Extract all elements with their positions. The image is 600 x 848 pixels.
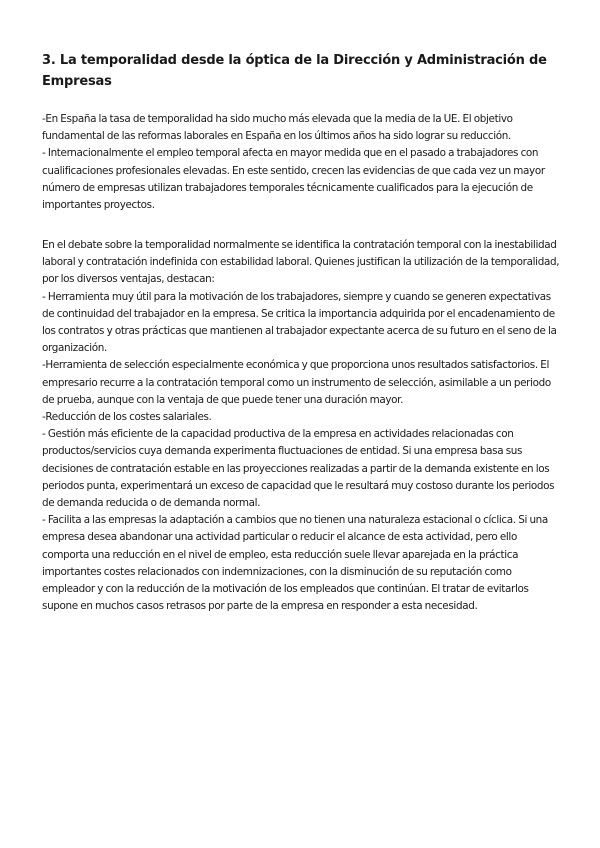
paragraph-selection: -Herramienta de selección especialmente económica y que proporciona unos resultados satisfactorios. El empresario recurre a la contratación temporal como un instrumento de selección, asimilable a un periodo de prueba, aunque con la ventaja de que puede tener una duración mayor. [42,359,551,406]
intro-block [42,111,562,214]
section-heading: 3. La temporalidad desde la óptica de la Dirección y Administración de Empresas [42,53,547,89]
paragraph-debate-intro: En el debate sobre la temporalidad normalmente se identifica la contratación temporal con la inestabilidad laboral y contratación indefinida con estabilidad laboral. Quienes justifican la utilización de la temporalidad, por los diversos ventajas, destacan: [42,239,560,286]
paragraph-eu-rate: -En España la tasa de temporalidad ha sido mucho más elevada que la media de la UE. El objetivo fundamental de las reformas laborales en España en los últimos años ha sido lograr su reducción. [42,113,513,143]
paragraph-capacity: - Gestión más eficiente de la capacidad productiva de la empresa en actividades relacionadas con productos/servicios cuya demanda experimenta fluctuaciones de entidad. Si una empresa basa sus decisiones de contratación estable en las proyecciones realizadas a partir de la demanda existente en los periodos punta, experimentará un exceso de capacidad que le resultará muy costoso durante los periodos de demanda reducida o de demanda normal. [42,428,555,510]
paragraph-motivation: - Herramienta muy útil para la motivación de los trabajadores, siempre y cuando se generen expectativas de continuidad del trabajador en la empresa. Se critica la importancia adquirida por el encadenamiento de los contratos y otras prácticas que mantienen al trabajador expectante acerca de su futuro en el seno de la organización. [42,290,557,355]
debate-block [42,237,562,615]
paragraph-adaptation: - Facilita a las empresas la adaptación a cambios que no tienen una naturaleza estacional o cíclica. Si una empresa desea abandonar una actividad particular o reducir el alcance de esta actividad, pero ello comporta una reducción en el nivel de empleo, esta reducción suele llevar aparejada en la práctica importantes costes relacionados con indemnizaciones, con la disminución de su reputación como empleador y con la reducción de la motivación de los empleados que continúan. El tratar de evitarlos supone en muchos casos retrasos por parte de la empresa en responder a esta necesidad. [42,514,548,613]
paragraph-international: - Internacionalmente el empleo temporal afecta en mayor medida que en el pasado a trabajadores con cualificaciones profesionales elevadas. En este sentido, crecen las evidencias de que cada vez un mayor número de empresas utilizan trabajadores temporales técnicamente cualificados para la ejecución de importantes proyectos. [42,147,545,212]
paragraph-salary-costs: -Reducción de los costes salariales. [42,411,212,424]
